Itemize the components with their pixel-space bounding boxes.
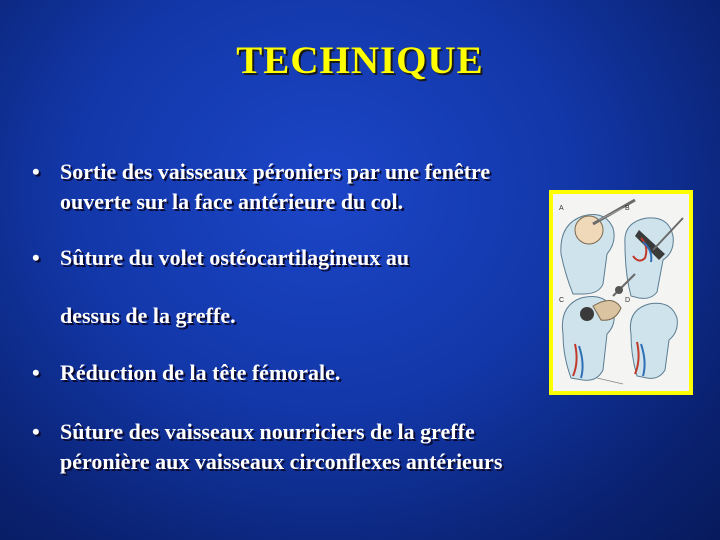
bullet-text-line: Sortie des vaisseaux péroniers par une fenêtre (60, 159, 491, 184)
bullet-item (32, 243, 532, 273)
surgical-illustration (549, 190, 693, 395)
svg-text:D: D (625, 297, 631, 304)
svg-text:B: B (625, 205, 630, 212)
bullet-marker: • (32, 245, 40, 270)
bullet-text-line: péronière aux vaisseaux circonflexes antérieurs (60, 449, 503, 474)
bullet-item (32, 157, 552, 217)
bullet-item (32, 358, 532, 388)
page-title: TECHNIQUE (236, 39, 484, 82)
svg-text:C: C (559, 297, 565, 304)
bullet-marker: • (32, 419, 40, 444)
surgical-illustration-femur-icon (553, 194, 689, 391)
bullet-text-line: ouverte sur la face antérieure du col. (60, 189, 404, 214)
bullet-text-line: Sûture du volet ostéocartilagineux au (60, 245, 410, 270)
svg-text:A: A (559, 205, 564, 212)
bullet-text-line: dessus de la greffe. (60, 303, 236, 328)
bullet-continuation (32, 301, 432, 331)
bullet-item (32, 417, 692, 477)
bullet-marker: • (32, 360, 40, 385)
bullet-marker: • (32, 159, 40, 184)
bullet-text-line: Réduction de la tête fémorale. (60, 360, 341, 385)
bullet-text-line: Sûture des vaisseaux nourriciers de la greffe (60, 419, 475, 444)
